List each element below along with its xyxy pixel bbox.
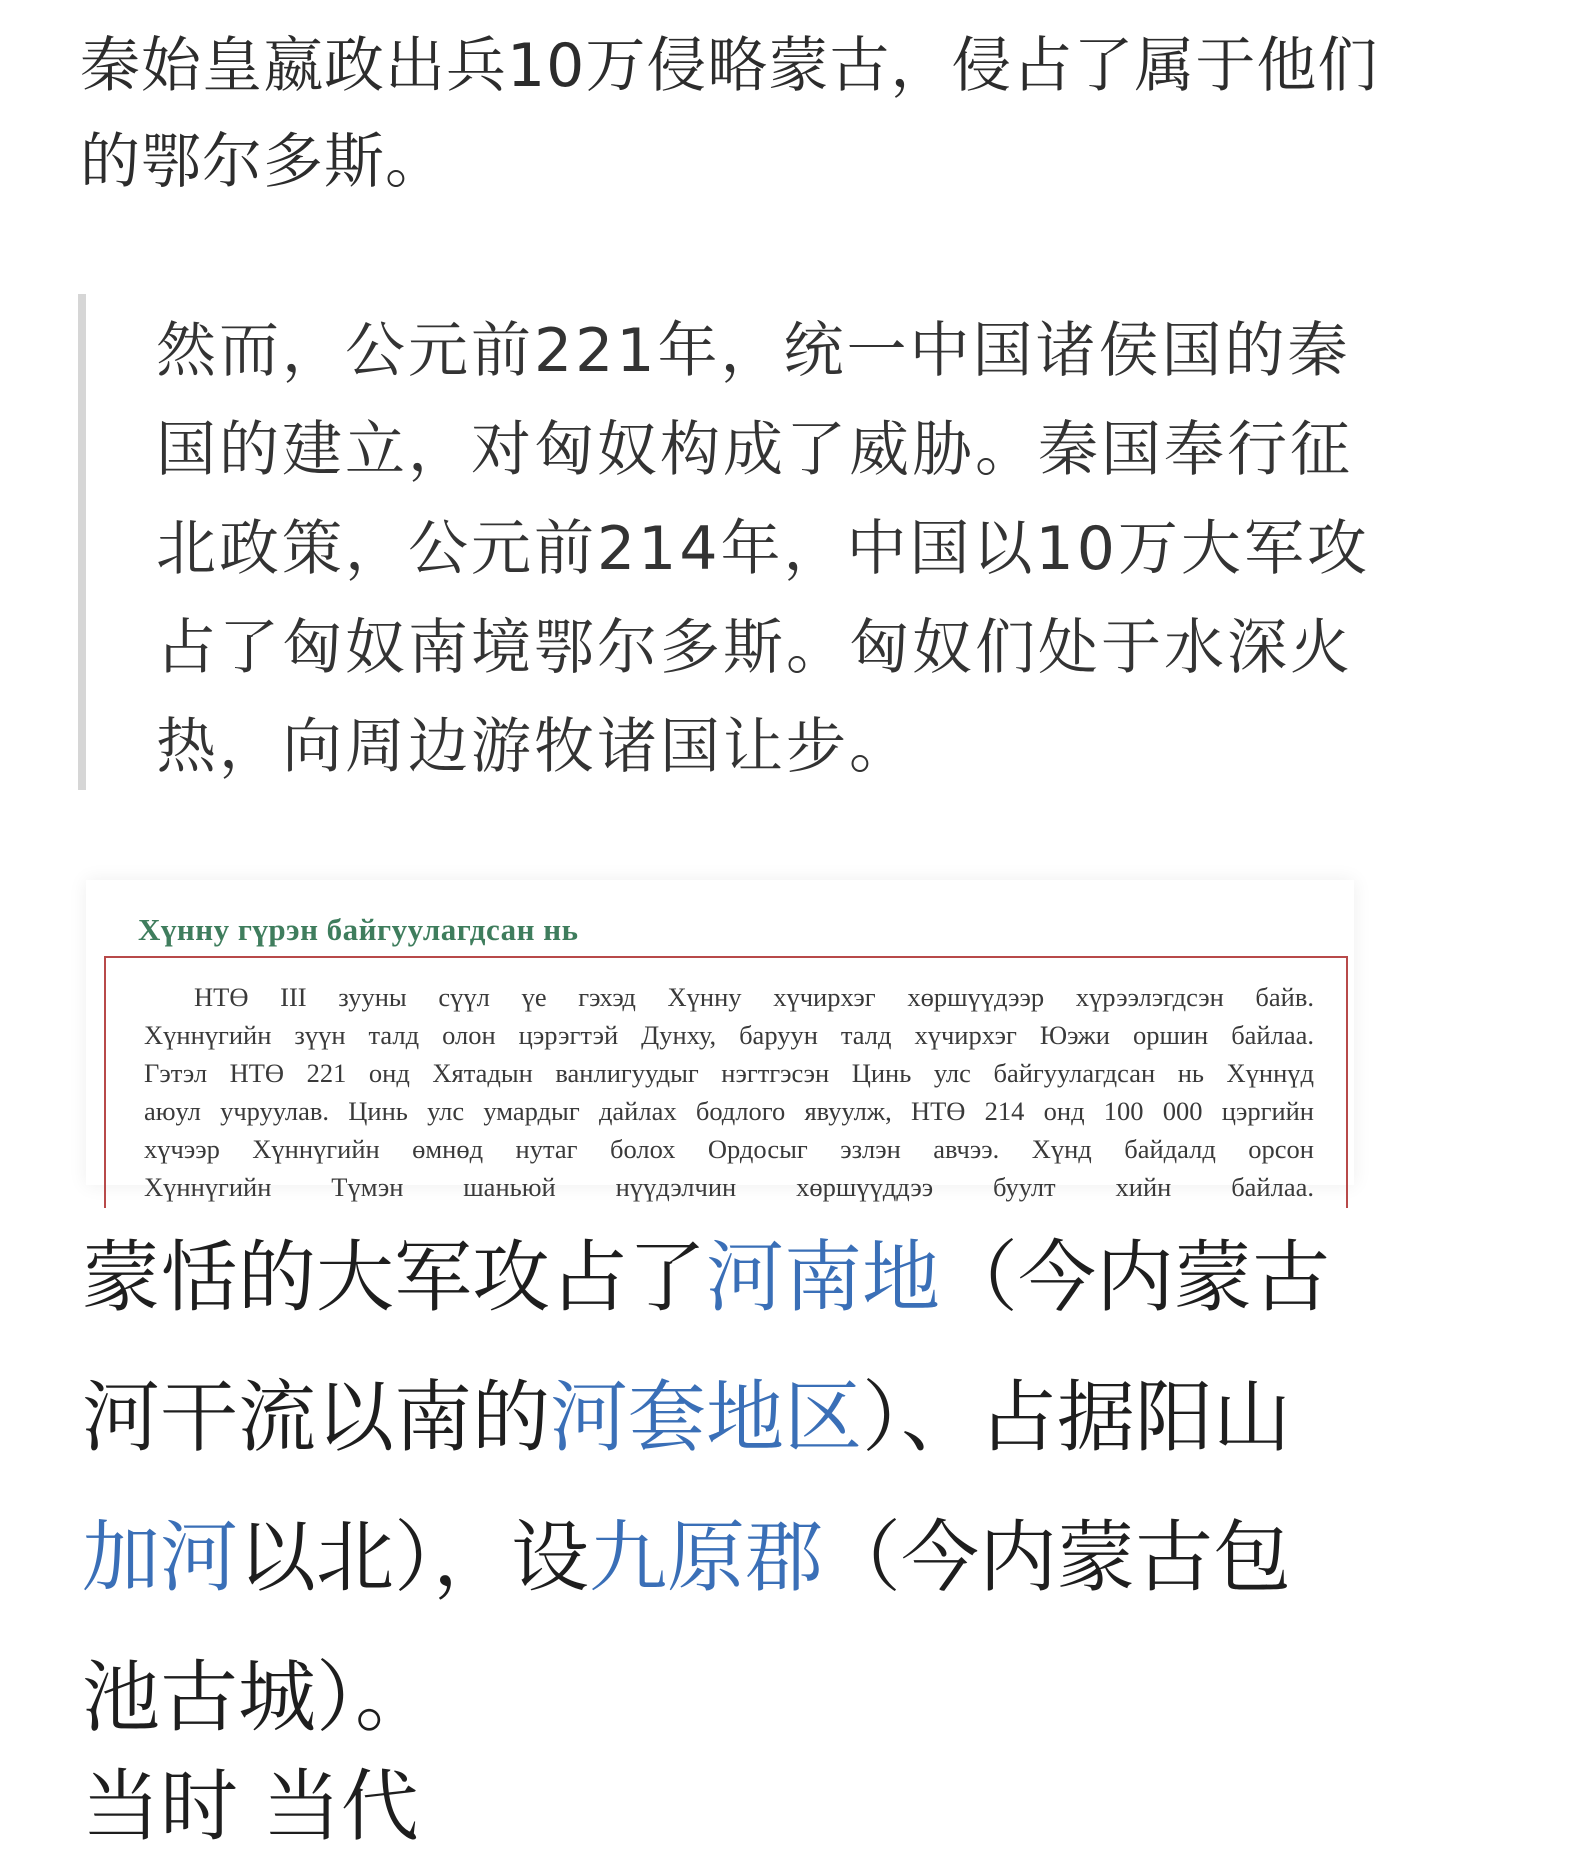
excerpt-line: 河干流以南的河套地区）、占据阳山 [82, 1373, 1292, 1463]
excerpt-line: 加河以北），设九原郡（今内蒙古包 [82, 1513, 1292, 1603]
excerpt-body [82, 1208, 1582, 1768]
textbook-text-box [104, 956, 1348, 1216]
link-jiuyuan-commandery[interactable]: 九原郡 [589, 1513, 824, 1603]
textbook-line: аюул учруулав. Цинь улс умардыг дайлах бодлого явуулж, НТӨ 214 онд 100 000 цэргийн [144, 1096, 1314, 1126]
blockquote-text: 然而，公元前221年，统一中国诸侯国的秦国的建立，对匈奴构成了威胁。秦国奉行征北政策，公元前214年，中国以10万大军攻占了匈奴南境鄂尔多斯。匈奴们处于水深火热，向周边游牧诸国让步。 [156, 316, 1370, 782]
encyclopedia-excerpt [20, 1208, 1420, 1852]
textbook-line: НТӨ III зууны сүүл үе гэхэд Хүнну хүчирхэг хөршүүдээр хүрээлэгдсэн байв. [194, 982, 1314, 1012]
intro-paragraph: 秦始皇嬴政出兵10万侵略蒙古，侵占了属于他们的鄂尔多斯。 [80, 31, 1379, 197]
excerpt-line: 池古城）。 [82, 1653, 434, 1743]
excerpt-line: 蒙恬的大军攻占了河南地（今内蒙古 [82, 1233, 1331, 1323]
blockquote [78, 294, 1406, 790]
textbook-body [144, 978, 1314, 1206]
textbook-line: Хүннүгийн Түмэн шаньюй нүүдэлчин хөршүүддээ буулт хийн байлаа. [144, 1172, 1314, 1202]
textbook-line: Гэтэл НТӨ 221 онд Хятадын ванлигуудыг нэгтгэсэн Цинь улс байгуулагдсан нь Хүннүд [144, 1058, 1314, 1088]
link-jiahe[interactable]: 加河 [82, 1513, 239, 1603]
link-hetao-region[interactable]: 河套地区 [550, 1373, 863, 1463]
textbook-line: хүчээр Хүннүгийн өмнөд нутаг болох Ордосыг эзлэн авчээ. Хүнд байдалд орсон [144, 1134, 1314, 1164]
textbook-section-title: Хүнну гүрэн байгуулагдсан нь [138, 912, 579, 947]
link-henan-di[interactable]: 河南地 [706, 1233, 941, 1323]
textbook-excerpt-image [86, 880, 1354, 1202]
excerpt-cutoff-line: 当时 当代 [82, 1762, 419, 1852]
textbook-line: Хүннүгийн зүүн талд олон цэрэгтэй Дунху, баруун талд хүчирхэг Юэжи оршин байлаа. [144, 1020, 1314, 1050]
